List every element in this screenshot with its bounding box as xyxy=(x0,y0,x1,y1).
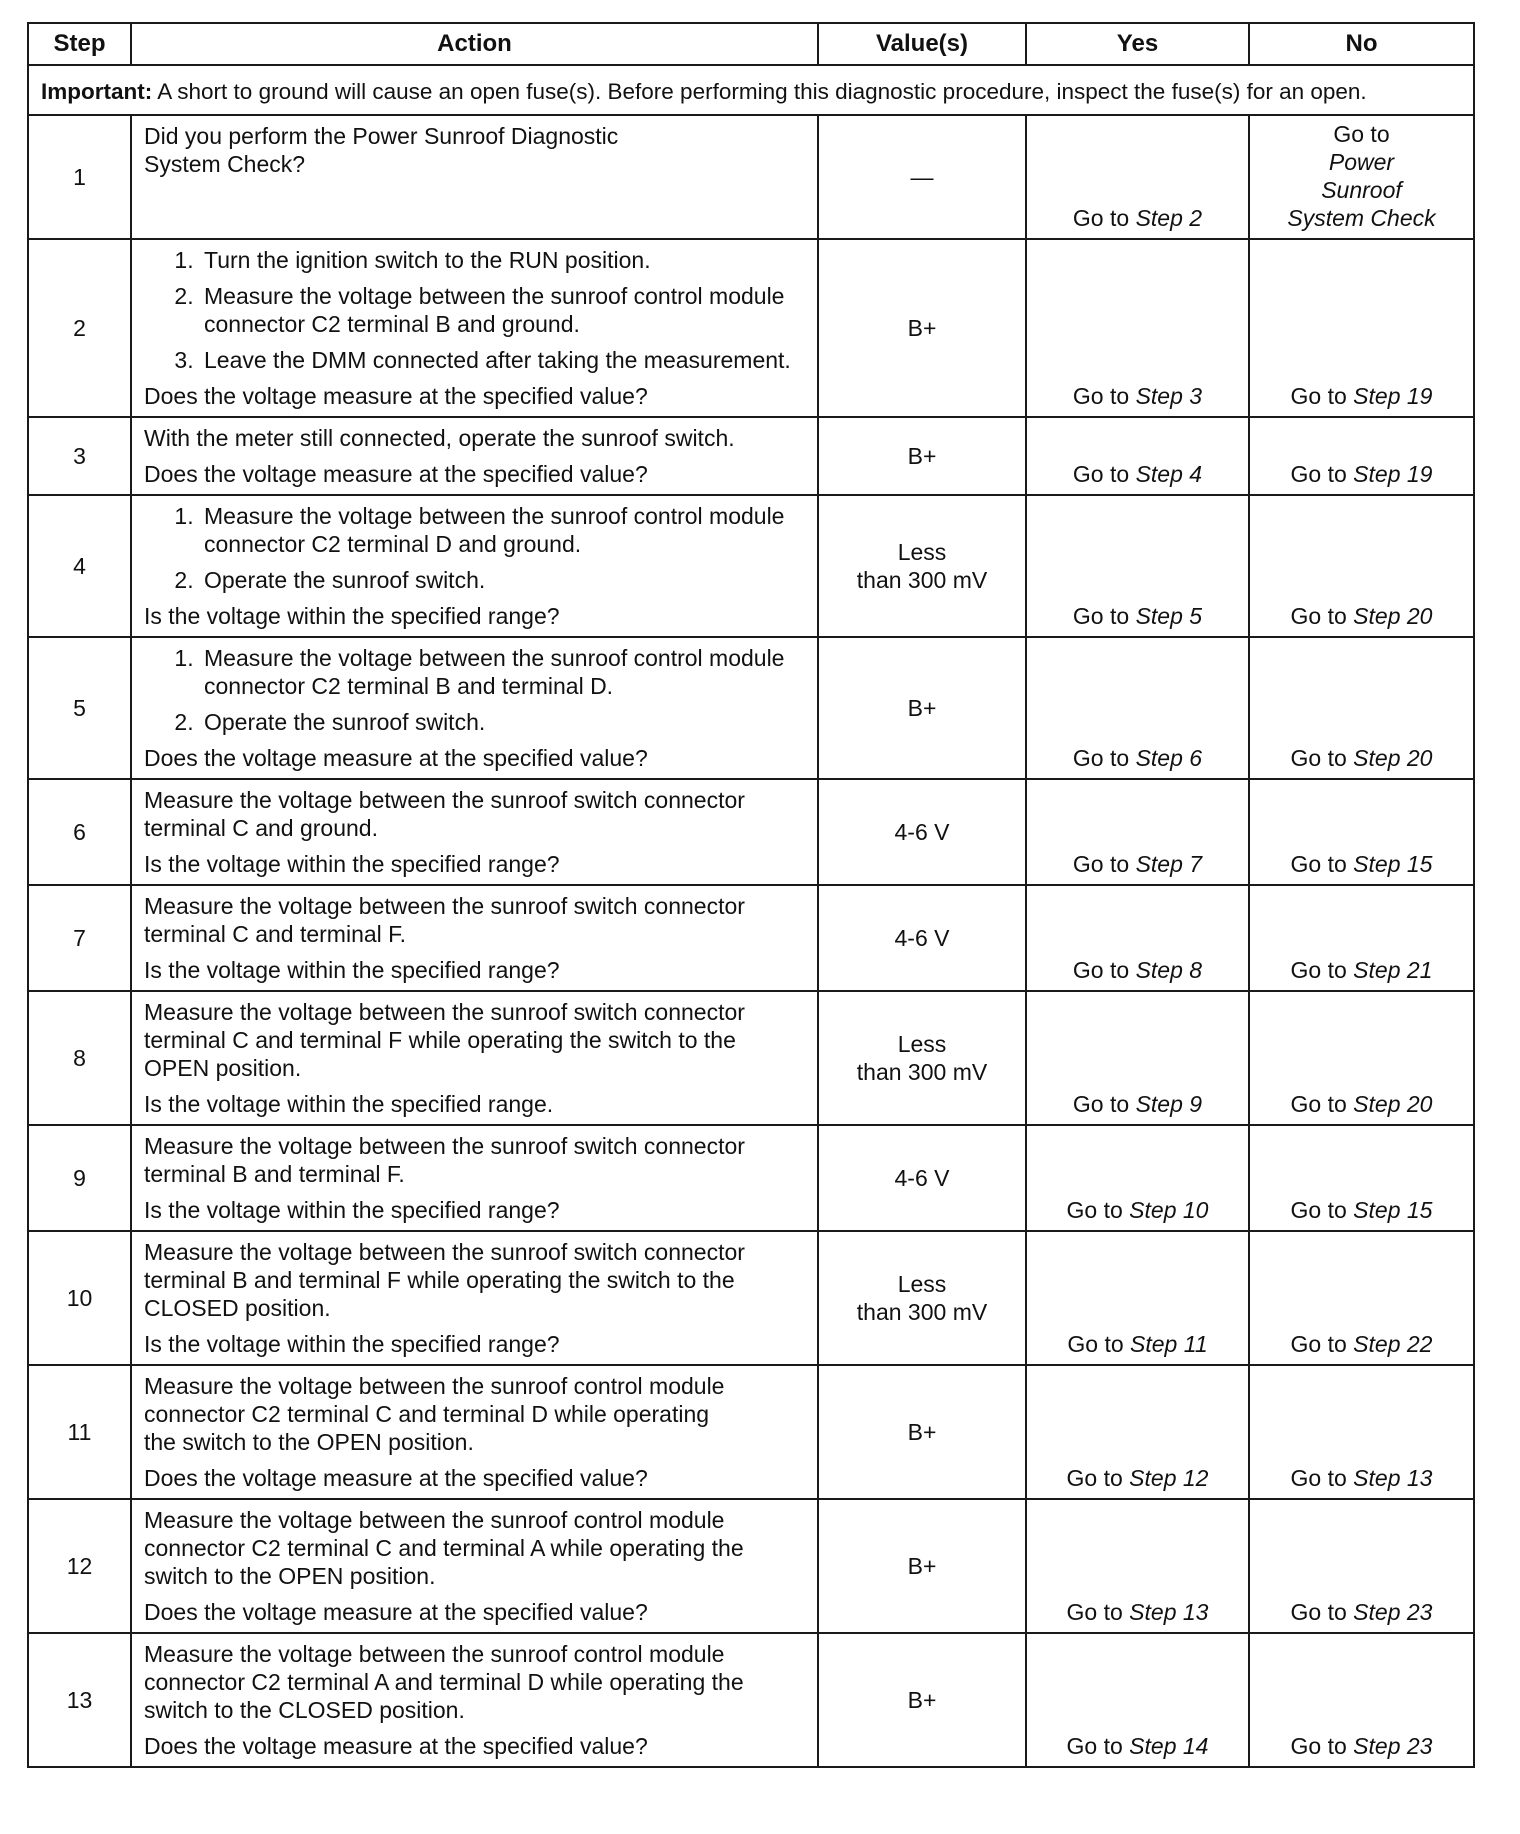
yes-cell xyxy=(1026,417,1249,495)
table-row xyxy=(28,885,1474,991)
action-line: terminal B and terminal F while operating the switch to the xyxy=(144,1267,735,1293)
action-line: System Check? xyxy=(144,151,306,177)
go-to-label: Go to xyxy=(1290,1197,1347,1223)
value-cell: Less than 300 mV xyxy=(818,1231,1026,1365)
no-step-link: Step 20 xyxy=(1353,745,1433,771)
action-line: terminal C and terminal F. xyxy=(144,921,407,947)
action-line: switch to the CLOSED position. xyxy=(144,1697,465,1723)
no-target-line: Sunroof xyxy=(1321,177,1402,203)
header-action: Action xyxy=(131,23,818,65)
action-cell xyxy=(131,495,818,637)
action-cell xyxy=(131,779,818,885)
action-cell xyxy=(131,1231,818,1365)
action-line: OPEN position. xyxy=(144,1055,302,1081)
action-line: CLOSED position. xyxy=(144,1295,331,1321)
yes-step-link: Step 9 xyxy=(1135,1091,1203,1117)
action-line: Did you perform the Power Sunroof Diagnostic xyxy=(144,123,619,149)
go-to-label: Go to xyxy=(1290,1331,1347,1357)
table-row xyxy=(28,1499,1474,1633)
table-row xyxy=(28,637,1474,779)
table-row xyxy=(28,1231,1474,1365)
action-line: connector C2 terminal A and terminal D while operating the xyxy=(144,1669,744,1695)
action-line: connector C2 terminal C and terminal D while operating xyxy=(144,1401,710,1427)
yes-cell xyxy=(1026,495,1249,637)
no-cell xyxy=(1249,991,1474,1125)
go-to-label: Go to xyxy=(1072,957,1130,983)
yes-cell xyxy=(1026,1499,1249,1633)
action-line: Measure the voltage between the sunroof control module xyxy=(144,1507,725,1533)
action-question: Is the voltage within the specified range. xyxy=(144,1091,554,1117)
action-cell xyxy=(131,115,818,239)
value-cell: B+ xyxy=(818,1633,1026,1767)
no-cell xyxy=(1249,779,1474,885)
action-question: Is the voltage within the specified range? xyxy=(144,957,560,983)
step-number: 12 xyxy=(28,1499,131,1633)
important-text: A short to ground will cause an open fuse(s). Before performing this diagnostic procedure, inspect the fuse(s) for an open. xyxy=(152,79,1367,104)
action-cell xyxy=(131,239,818,417)
header-no: No xyxy=(1249,23,1474,65)
table-row xyxy=(28,1633,1474,1767)
action-cell xyxy=(131,885,818,991)
yes-step-link: Step 8 xyxy=(1135,957,1203,983)
go-to-label: Go to xyxy=(1290,957,1347,983)
no-step-link: Step 22 xyxy=(1353,1331,1433,1357)
action-question: Does the voltage measure at the specified value? xyxy=(144,745,648,771)
no-step-link: Step 19 xyxy=(1353,461,1433,487)
header-values: Value(s) xyxy=(818,23,1026,65)
no-step-link: Step 23 xyxy=(1353,1599,1433,1625)
action-question: Is the voltage within the specified range? xyxy=(144,851,560,877)
action-cell xyxy=(131,1499,818,1633)
action-question: Does the voltage measure at the specified value? xyxy=(144,461,648,487)
action-line: Measure the voltage between the sunroof control module xyxy=(144,1373,725,1399)
yes-step-link: Step 2 xyxy=(1135,205,1203,231)
action-cell xyxy=(131,637,818,779)
action-step: 2. Measure the voltage between the sunroof control module connector C2 terminal B and ground. xyxy=(200,282,807,338)
no-cell xyxy=(1249,239,1474,417)
no-cell xyxy=(1249,1365,1474,1499)
yes-cell xyxy=(1026,885,1249,991)
action-cell xyxy=(131,991,818,1125)
action-line: terminal C and ground. xyxy=(144,815,378,841)
yes-step-link: Step 5 xyxy=(1135,603,1203,629)
header-row xyxy=(28,23,1474,65)
no-cell xyxy=(1249,1633,1474,1767)
value-cell: 4-6 V xyxy=(818,885,1026,991)
action-step: 1. Measure the voltage between the sunroof control module connector C2 terminal B and terminal D. xyxy=(200,644,807,700)
action-line: the switch to the OPEN position. xyxy=(144,1429,474,1455)
value-cell: B+ xyxy=(818,239,1026,417)
value-cell: Less than 300 mV xyxy=(818,495,1026,637)
action-steps-list xyxy=(144,502,807,594)
table-row xyxy=(28,417,1474,495)
action-question: Does the voltage measure at the specified value? xyxy=(144,1599,648,1625)
value-cell: B+ xyxy=(818,417,1026,495)
go-to-label: Go to xyxy=(1290,603,1347,629)
action-cell xyxy=(131,1633,818,1767)
yes-step-link: Step 11 xyxy=(1130,1331,1208,1357)
yes-cell xyxy=(1026,115,1249,239)
value-cell: 4-6 V xyxy=(818,1125,1026,1231)
action-step: 2. Operate the sunroof switch. xyxy=(200,566,807,594)
step-number: 13 xyxy=(28,1633,131,1767)
go-to-label: Go to xyxy=(1290,1465,1347,1491)
go-to-label: Go to xyxy=(1066,1465,1123,1491)
important-note xyxy=(28,65,1474,115)
no-step-link: Step 15 xyxy=(1353,851,1433,877)
table-row xyxy=(28,991,1474,1125)
yes-cell xyxy=(1026,1633,1249,1767)
yes-cell xyxy=(1026,991,1249,1125)
no-step-link: Step 23 xyxy=(1353,1733,1433,1759)
yes-step-link: Step 12 xyxy=(1129,1465,1209,1491)
yes-step-link: Step 10 xyxy=(1129,1197,1209,1223)
go-to-label: Go to xyxy=(1072,461,1130,487)
no-cell xyxy=(1249,637,1474,779)
action-line: Measure the voltage between the sunroof switch connector xyxy=(144,1133,745,1159)
go-to-label: Go to xyxy=(1290,1733,1347,1759)
yes-cell xyxy=(1026,239,1249,417)
action-steps-list xyxy=(144,246,807,374)
action-cell xyxy=(131,1365,818,1499)
table-row xyxy=(28,1125,1474,1231)
yes-step-link: Step 14 xyxy=(1129,1733,1209,1759)
step-number: 1 xyxy=(28,115,131,239)
step-number: 10 xyxy=(28,1231,131,1365)
action-line: With the meter still connected, operate the sunroof switch. xyxy=(144,425,735,451)
step-number: 9 xyxy=(28,1125,131,1231)
important-note-row xyxy=(28,65,1474,115)
yes-cell xyxy=(1026,1231,1249,1365)
no-cell xyxy=(1249,495,1474,637)
go-to-label: Go to xyxy=(1072,603,1130,629)
no-step-link: Step 19 xyxy=(1353,383,1433,409)
action-step: 2. Operate the sunroof switch. xyxy=(200,708,807,736)
go-to-label: Go to xyxy=(1290,383,1347,409)
no-cell xyxy=(1249,1125,1474,1231)
action-cell xyxy=(131,1125,818,1231)
go-to-label: Go to xyxy=(1072,383,1130,409)
go-to-label: Go to xyxy=(1290,1091,1347,1117)
go-to-label: Go to xyxy=(1072,1091,1130,1117)
no-step-link: Step 20 xyxy=(1353,1091,1433,1117)
step-number: 6 xyxy=(28,779,131,885)
action-line: connector C2 terminal C and terminal A while operating the xyxy=(144,1535,744,1561)
no-cell xyxy=(1249,1231,1474,1365)
go-to-label: Go to xyxy=(1072,745,1130,771)
step-number: 3 xyxy=(28,417,131,495)
no-cell xyxy=(1249,417,1474,495)
action-line: terminal B and terminal F. xyxy=(144,1161,405,1187)
step-number: 8 xyxy=(28,991,131,1125)
action-question: Is the voltage within the specified range? xyxy=(144,603,560,629)
action-step: 1. Turn the ignition switch to the RUN position. xyxy=(200,246,807,274)
yes-cell xyxy=(1026,1365,1249,1499)
important-label: Important: xyxy=(41,79,153,104)
value-cell: — xyxy=(818,115,1026,239)
action-step: 3. Leave the DMM connected after taking the measurement. xyxy=(200,346,807,374)
go-to-label: Go to xyxy=(1067,1331,1124,1357)
table-row xyxy=(28,115,1474,239)
action-step: 1. Measure the voltage between the sunroof control module connector C2 terminal D and ground. xyxy=(200,502,807,558)
action-question: Is the voltage within the specified range? xyxy=(144,1197,560,1223)
step-number: 5 xyxy=(28,637,131,779)
go-to-label: Go to xyxy=(1066,1733,1123,1759)
go-to-label: Go to xyxy=(1066,1197,1123,1223)
value-cell: 4-6 V xyxy=(818,779,1026,885)
action-line: Measure the voltage between the sunroof control module xyxy=(144,1641,725,1667)
go-to-label: Go to xyxy=(1290,745,1347,771)
action-question: Is the voltage within the specified range? xyxy=(144,1331,560,1357)
step-number: 11 xyxy=(28,1365,131,1499)
yes-cell xyxy=(1026,1125,1249,1231)
no-cell xyxy=(1249,1499,1474,1633)
no-step-link: Step 21 xyxy=(1353,957,1433,983)
value-cell: Less than 300 mV xyxy=(818,991,1026,1125)
go-to-label: Go to xyxy=(1072,851,1130,877)
no-step-link: Step 20 xyxy=(1353,603,1433,629)
table-row xyxy=(28,239,1474,417)
header-step: Step xyxy=(28,23,131,65)
table-row xyxy=(28,779,1474,885)
value-cell: B+ xyxy=(818,1499,1026,1633)
no-target-line: System Check xyxy=(1287,205,1436,231)
action-cell xyxy=(131,417,818,495)
value-cell: B+ xyxy=(818,637,1026,779)
no-target-line: Go to xyxy=(1333,121,1390,147)
yes-step-link: Step 7 xyxy=(1135,851,1203,877)
yes-step-link: Step 3 xyxy=(1135,383,1203,409)
action-line: Measure the voltage between the sunroof switch connector xyxy=(144,999,745,1025)
table-row xyxy=(28,1365,1474,1499)
yes-step-link: Step 13 xyxy=(1129,1599,1209,1625)
no-cell xyxy=(1249,115,1474,239)
go-to-label: Go to xyxy=(1290,851,1347,877)
action-line: Measure the voltage between the sunroof switch connector xyxy=(144,1239,745,1265)
action-line: switch to the OPEN position. xyxy=(144,1563,436,1589)
yes-step-link: Step 6 xyxy=(1135,745,1203,771)
yes-cell xyxy=(1026,637,1249,779)
go-to-label: Go to xyxy=(1066,1599,1123,1625)
diagnostic-table xyxy=(27,22,1475,1768)
action-question: Does the voltage measure at the specified value? xyxy=(144,383,648,409)
no-target-line: Power xyxy=(1328,149,1395,175)
action-question: Does the voltage measure at the specified value? xyxy=(144,1733,648,1759)
action-line: Measure the voltage between the sunroof switch connector xyxy=(144,787,745,813)
action-steps-list xyxy=(144,644,807,736)
step-number: 7 xyxy=(28,885,131,991)
step-number: 2 xyxy=(28,239,131,417)
go-to-label: Go to xyxy=(1290,461,1347,487)
action-line: Measure the voltage between the sunroof switch connector xyxy=(144,893,745,919)
action-line: terminal C and terminal F while operating the switch to the xyxy=(144,1027,736,1053)
table-row xyxy=(28,495,1474,637)
go-to-label: Go to xyxy=(1072,205,1130,231)
go-to-label: Go to xyxy=(1290,1599,1347,1625)
no-step-link: Step 15 xyxy=(1353,1197,1433,1223)
action-question: Does the voltage measure at the specified value? xyxy=(144,1465,648,1491)
no-step-link: Step 13 xyxy=(1353,1465,1433,1491)
header-yes: Yes xyxy=(1026,23,1249,65)
value-cell: B+ xyxy=(818,1365,1026,1499)
yes-cell xyxy=(1026,779,1249,885)
yes-step-link: Step 4 xyxy=(1135,461,1203,487)
step-number: 4 xyxy=(28,495,131,637)
no-cell xyxy=(1249,885,1474,991)
